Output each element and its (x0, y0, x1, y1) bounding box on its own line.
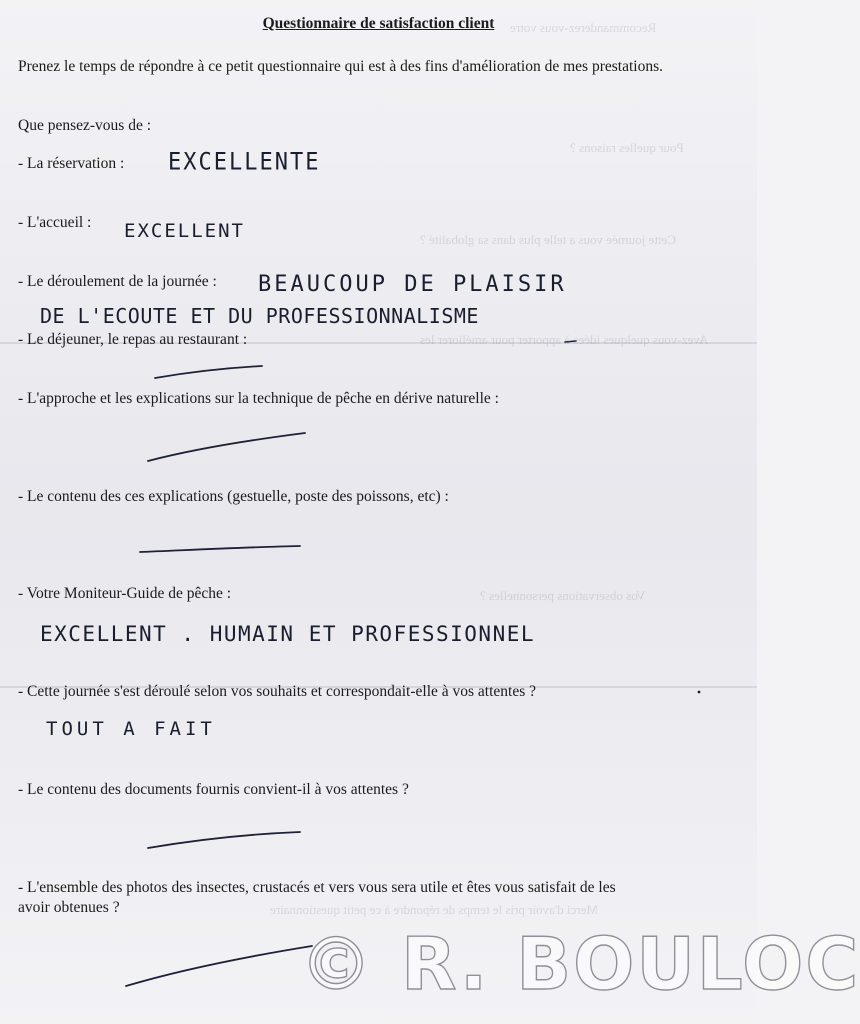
show-through-text: Recommanderez-vous votre (510, 20, 657, 35)
show-through-text: Avez-vous quelques idées à apporter pour améliorer les (420, 332, 709, 347)
show-through-text: Cette journée vous a telle plus dans sa globalité ? (420, 232, 676, 247)
handwritten-answer: EXCELLENT (124, 220, 245, 242)
question-label: - L'ensemble des photos des insectes, crustacés et vers vous sera utile et êtes vous satisfait de les (18, 879, 616, 896)
document-title: Questionnaire de satisfaction client (262, 15, 495, 32)
copyright-watermark: © R. BOULOC (300, 922, 860, 1006)
handwritten-answer: EXCELLENTE (168, 148, 321, 177)
question-label: - Le contenu des ces explications (gestuelle, poste des poissons, etc) : (18, 488, 449, 505)
question-label: - Le déjeuner, le repas au restaurant : (18, 331, 248, 348)
question-prompt: Que pensez-vous de : (18, 117, 151, 134)
show-through-text: Pour quelles raisons ? (570, 140, 684, 155)
handwritten-answer: TOUT A FAIT (46, 718, 216, 740)
show-through-text: Vos observations personnelles ? (480, 588, 646, 603)
answer-dash-contenu (140, 546, 300, 552)
handwritten-answer: BEAUCOUP DE PLAISIR (258, 272, 567, 297)
question-label: avoir obtenues ? (18, 899, 120, 916)
stray-dot (698, 691, 701, 694)
question-label: - Le contenu des documents fournis convient-il à vos attentes ? (18, 781, 409, 798)
answer-dash-dejeuner (155, 366, 262, 378)
question-label: - L'approche et les explications sur la technique de pêche en dérive naturelle : (18, 390, 499, 407)
question-label: - Le déroulement de la journée : (18, 273, 217, 290)
handwritten-answer: DE L'ECOUTE ET DU PROFESSIONNALISME (40, 304, 479, 328)
intro-paragraph: Prenez le temps de répondre à ce petit questionnaire qui est à des fins d'amélioration de mes prestations. (18, 58, 663, 75)
answer-dash-documents (148, 832, 300, 848)
question-label: - Votre Moniteur-Guide de pêche : (18, 585, 232, 602)
handwritten-answer: EXCELLENT . HUMAIN ET PROFESSIONNEL (40, 622, 536, 646)
show-through-text: Merci d'avoir pris le temps de répondre à ce petit questionnaire (270, 902, 598, 917)
answer-dash-photos (126, 946, 312, 986)
question-label: - L'accueil : (18, 214, 92, 231)
question-label: - Cette journée s'est déroulé selon vos souhaits et correspondait-elle à vos attentes ? (18, 683, 537, 700)
question-label: - La réservation : (18, 155, 125, 172)
answer-dash-approche (148, 433, 305, 461)
